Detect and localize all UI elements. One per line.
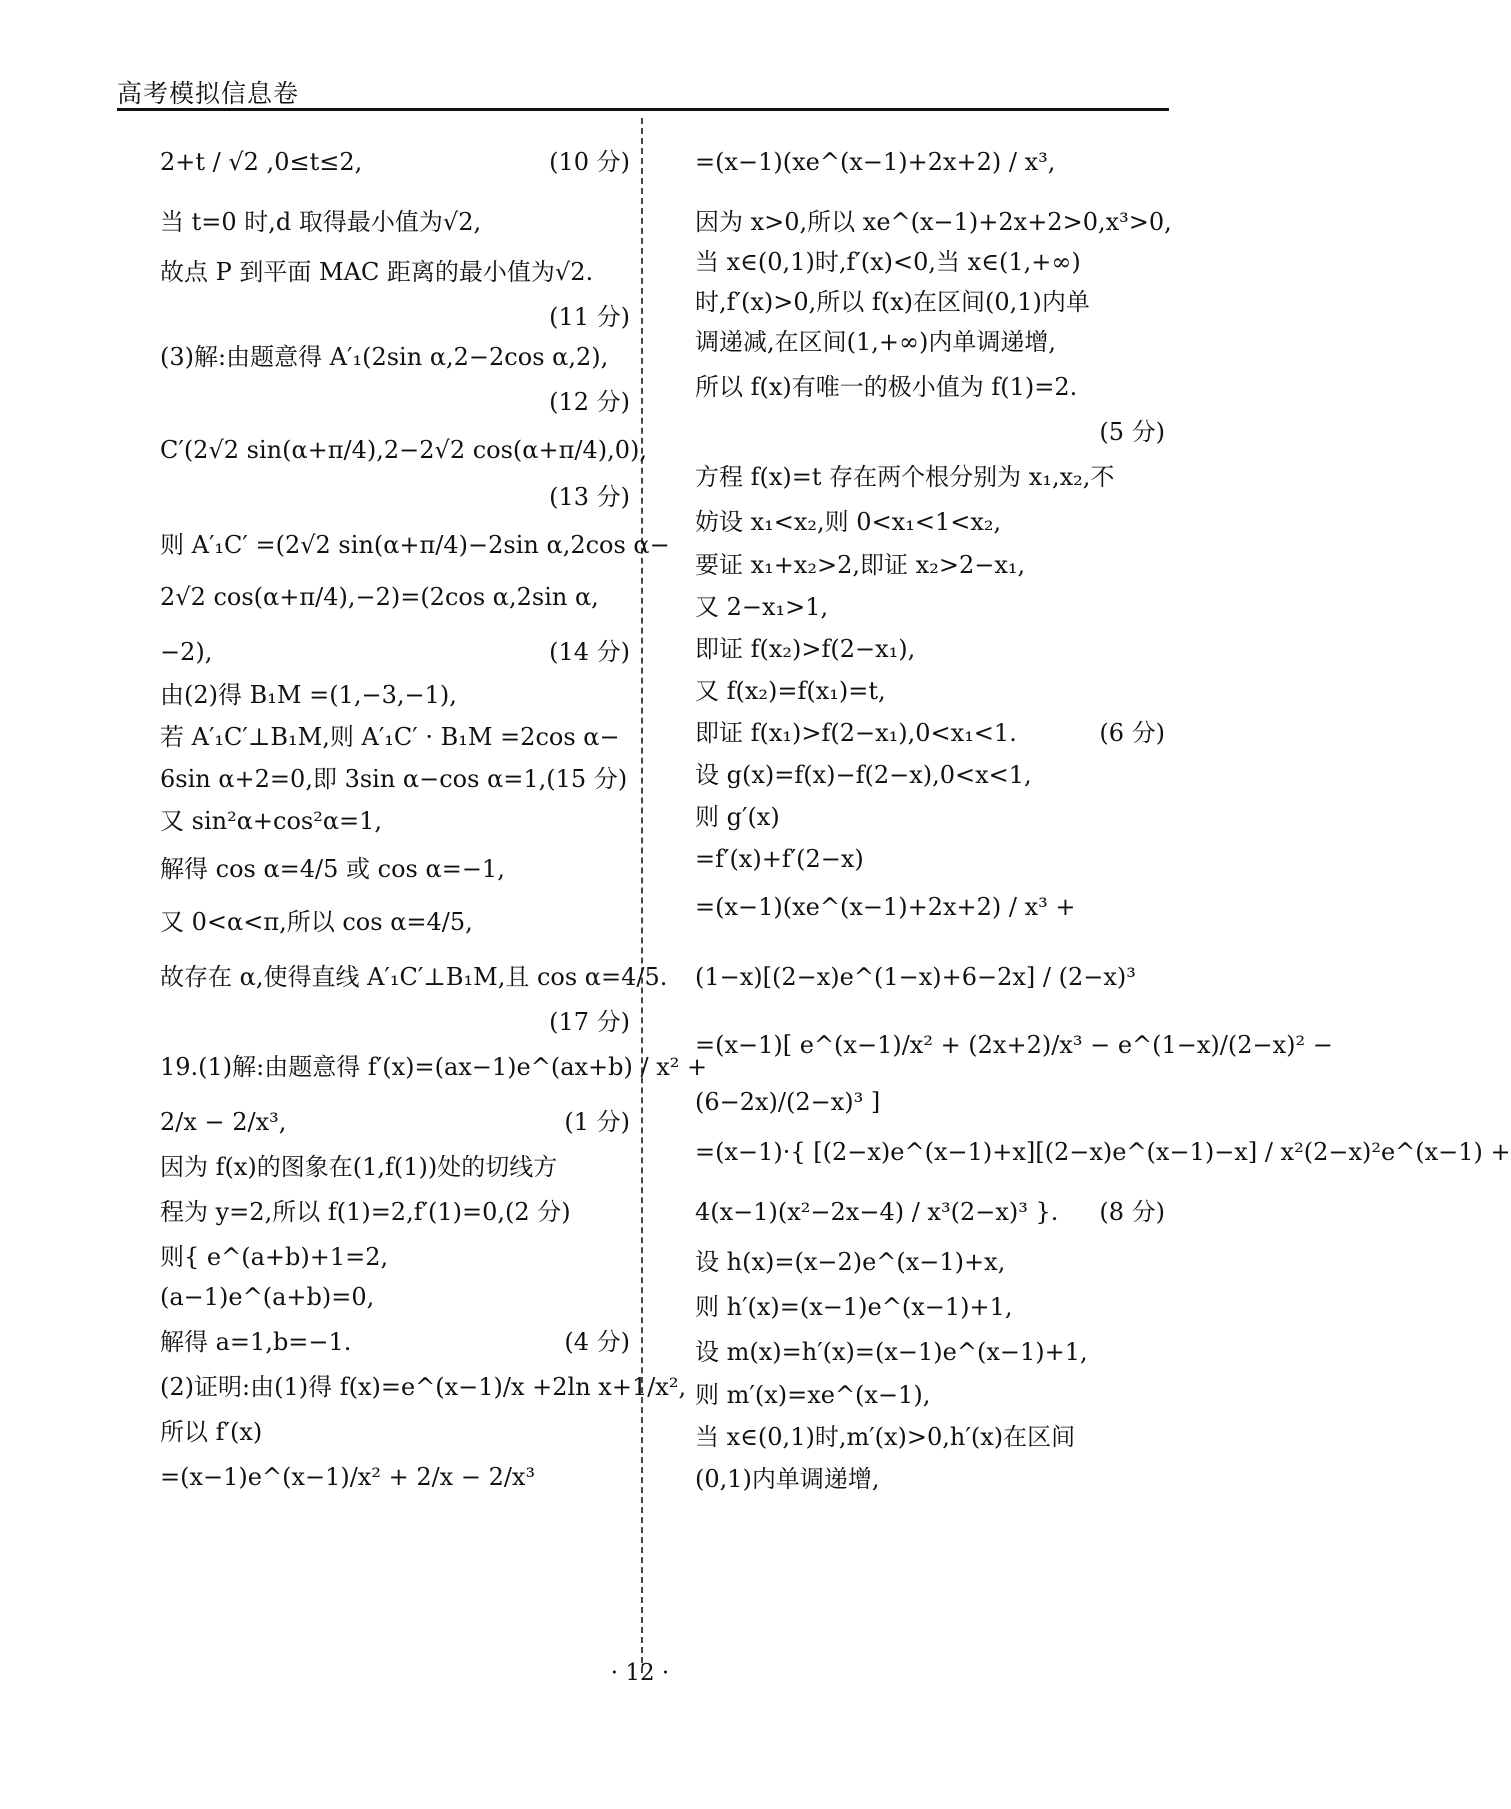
text-line: 2√2 cos(α+π/4),−2)=(2cos α,2sin α, [160, 583, 599, 611]
text-line: 设 h(x)=(x−2)e^(x−1)+x, [695, 1248, 1006, 1276]
score-label: (12 分) [549, 388, 630, 416]
score-label: (6 分) [1099, 719, 1165, 747]
text-line: 要证 x₁+x₂>2,即证 x₂>2−x₁, [695, 551, 1026, 579]
text-line: 故存在 α,使得直线 A′₁C′⊥B₁M,且 cos α=4/5. [160, 963, 668, 991]
text-line: (2)证明:由(1)得 f(x)=e^(x−1)/x +2ln x+1/x², [160, 1373, 687, 1401]
text-line: C′(2√2 sin(α+π/4),2−2√2 cos(α+π/4),0), [160, 436, 647, 464]
header-rule [117, 108, 1169, 111]
text-line: (1−x)[(2−x)e^(1−x)+6−2x] / (2−x)³ [695, 963, 1136, 991]
text-line: 又 2−x₁>1, [695, 593, 829, 621]
text-line: 程为 y=2,所以 f(1)=2,f′(1)=0,(2 分) [160, 1198, 571, 1226]
text-line: 则 h′(x)=(x−1)e^(x−1)+1, [695, 1293, 1013, 1321]
text-line: 解得 a=1,b=−1. [160, 1328, 352, 1356]
text-line: =(x−1)[ e^(x−1)/x² + (2x+2)/x³ − e^(1−x)/(2−x)² − [695, 1031, 1333, 1059]
text-line: 2/x − 2/x³, [160, 1108, 287, 1136]
text-line: −2), [160, 638, 213, 666]
score-label: (14 分) [549, 638, 630, 666]
text-line: 又 0<α<π,所以 cos α=4/5, [160, 908, 473, 936]
text-line: 又 f(x₂)=f(x₁)=t, [695, 677, 886, 705]
text-line: 所以 f′(x) [160, 1418, 263, 1446]
text-line: 时,f′(x)>0,所以 f(x)在区间(0,1)内单 [695, 288, 1090, 316]
text-line: 即证 f(x₁)>f(2−x₁),0<x₁<1. [695, 719, 1017, 747]
score-label: (17 分) [549, 1008, 630, 1036]
text-line: 当 x∈(0,1)时,f′(x)<0,当 x∈(1,+∞) [695, 248, 1081, 276]
text-line: (3)解:由题意得 A′₁(2sin α,2−2cos α,2), [160, 343, 609, 371]
text-line: =(x−1)·{ [(2−x)e^(x−1)+x][(2−x)e^(x−1)−x] / x²(2−x)²e^(x−1) + [695, 1138, 1511, 1166]
score-label: (11 分) [549, 303, 630, 331]
text-line: 妨设 x₁<x₂,则 0<x₁<1<x₂, [695, 508, 1002, 536]
text-line: 设 m(x)=h′(x)=(x−1)e^(x−1)+1, [695, 1338, 1088, 1366]
page-number: · 12 · [610, 1660, 670, 1686]
text-line: 调递减,在区间(1,+∞)内单调递增, [695, 328, 1056, 356]
text-line: 当 t=0 时,d 取得最小值为√2, [160, 208, 482, 236]
text-line: 即证 f(x₂)>f(2−x₁), [695, 635, 916, 663]
text-line: 所以 f(x)有唯一的极小值为 f(1)=2. [695, 373, 1078, 401]
score-label: (8 分) [1099, 1198, 1165, 1226]
text-line: 则{ e^(a+b)+1=2, [160, 1243, 389, 1271]
text-line: 因为 f(x)的图象在(1,f(1))处的切线方 [160, 1153, 558, 1181]
text-line: 设 g(x)=f(x)−f(2−x),0<x<1, [695, 761, 1032, 789]
text-line: 则 A′₁C′ =(2√2 sin(α+π/4)−2sin α,2cos α− [160, 531, 670, 559]
text-line: 6sin α+2=0,即 3sin α−cos α=1,(15 分) [160, 765, 628, 793]
text-line: (a−1)e^(a+b)=0, [160, 1283, 375, 1311]
score-label: (4 分) [564, 1328, 630, 1356]
text-line: 若 A′₁C′⊥B₁M,则 A′₁C′ · B₁M =2cos α− [160, 723, 620, 751]
text-line: (6−2x)/(2−x)³ ] [695, 1088, 881, 1116]
text-line: 由(2)得 B₁M =(1,−3,−1), [160, 681, 457, 709]
text-line: 又 sin²α+cos²α=1, [160, 807, 383, 835]
header-title: 高考模拟信息卷 [117, 79, 300, 108]
text-line: 故点 P 到平面 MAC 距离的最小值为√2. [160, 258, 594, 286]
text-line: 当 x∈(0,1)时,m′(x)>0,h′(x)在区间 [695, 1423, 1076, 1451]
score-label: (10 分) [549, 148, 630, 176]
score-label: (13 分) [549, 483, 630, 511]
score-label: (5 分) [1099, 418, 1165, 446]
text-line: (0,1)内单调递增, [695, 1465, 880, 1493]
text-line: =(x−1)(xe^(x−1)+2x+2) / x³ + [695, 893, 1076, 921]
text-line: =(x−1)(xe^(x−1)+2x+2) / x³, [695, 148, 1056, 176]
text-line: 因为 x>0,所以 xe^(x−1)+2x+2>0,x³>0, [695, 208, 1172, 236]
text-line: 19.(1)解:由题意得 f′(x)=(ax−1)e^(ax+b) / x² + [160, 1053, 708, 1081]
text-line: 方程 f(x)=t 存在两个根分别为 x₁,x₂,不 [695, 463, 1115, 491]
text-line: 解得 cos α=4/5 或 cos α=−1, [160, 855, 505, 883]
text-line: =(x−1)e^(x−1)/x² + 2/x − 2/x³ [160, 1463, 536, 1491]
score-label: (1 分) [564, 1108, 630, 1136]
text-line: 则 m′(x)=xe^(x−1), [695, 1381, 931, 1409]
text-line: 4(x−1)(x²−2x−4) / x³(2−x)³ }. [695, 1198, 1059, 1226]
text-line: 2+t / √2 ,0≤t≤2, [160, 148, 363, 176]
column-divider [641, 118, 643, 1673]
text-line: 则 g′(x) [695, 803, 780, 831]
text-line: =f′(x)+f′(2−x) [695, 845, 864, 873]
